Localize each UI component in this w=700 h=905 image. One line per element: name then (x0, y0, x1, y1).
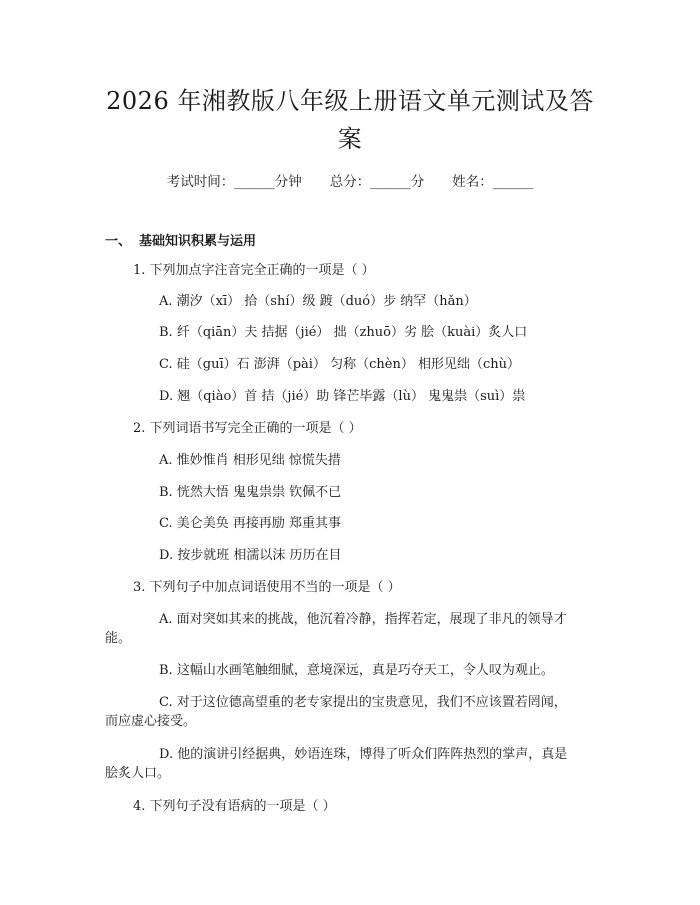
question-3-stem: 3. 下列句子中加点词语使用不当的一项是（ ） (133, 580, 401, 595)
exam-info-row (0, 170, 700, 190)
question-3-option-c: C. 对于这位德高望重的老专家提出的宝贵意见，我们不应该置若罔闻， (159, 695, 567, 710)
question-3-option-d-cont: 脍炙人口。 (105, 766, 171, 781)
student-name-field: 姓名：______ (452, 174, 534, 190)
question-1-option-b: B. 纤（qiān）夫 拮据（jié） 拙（zhuō）劣 脍（kuài）炙人口 (159, 325, 528, 340)
question-3-option-c-cont: 而应虚心接受。 (105, 714, 197, 729)
question-1-option-a: A. 潮汐（xī） 拾（shí）级 踱（duó）步 纳罕（hǎn） (159, 294, 477, 309)
question-2-stem: 2. 下列词语书写完全正确的一项是（ ） (133, 421, 362, 436)
question-2-option-b: B. 恍然大悟 鬼鬼祟祟 钦佩不已 (159, 485, 342, 500)
question-1-option-c: C. 硅（guī）石 澎湃（pài） 匀称（chèn） 相形见绌（chù） (159, 357, 520, 372)
question-4-stem: 4. 下列句子没有语病的一项是（ ） (133, 799, 336, 814)
question-2-option-c: C. 美仑美奂 再接再励 郑重其事 (159, 516, 342, 531)
question-3-option-a: A. 面对突如其来的挑战，他沉着冷静，指挥若定，展现了非凡的领导才 (159, 612, 567, 627)
question-3-option-b: B. 这幅山水画笔触细腻，意境深远，真是巧夺天工，令人叹为观止。 (159, 663, 554, 678)
section-number: 一、 (105, 234, 132, 249)
question-1-stem: 1. 下列加点字注音完全正确的一项是（ ） (133, 263, 375, 278)
section-heading (105, 230, 256, 249)
total-score-field: 总分：______分 (329, 174, 425, 190)
question-3-option-d: D. 他的演讲引经据典，妙语连珠，博得了听众们阵阵热烈的掌声，真是 (159, 747, 568, 762)
question-1-option-d: D. 翘（qiào）首 拮（jié）助 锋芒毕露（lù） 鬼鬼祟（suì）祟 (159, 389, 526, 404)
title-line-1: 2026 年湘教版八年级上册语文单元测试及答 (106, 87, 594, 115)
question-2-option-d: D. 按步就班 相濡以沫 历历在目 (159, 548, 342, 563)
title-line-2: 案 (337, 125, 363, 153)
exam-time-field: 考试时间：______分钟 (166, 174, 302, 190)
document-title (60, 82, 640, 158)
question-2-option-a: A. 惟妙惟肖 相形见绌 惊慌失措 (159, 453, 341, 468)
section-title: 基础知识积累与运用 (139, 234, 257, 249)
question-3-option-a-cont: 能。 (105, 631, 132, 646)
